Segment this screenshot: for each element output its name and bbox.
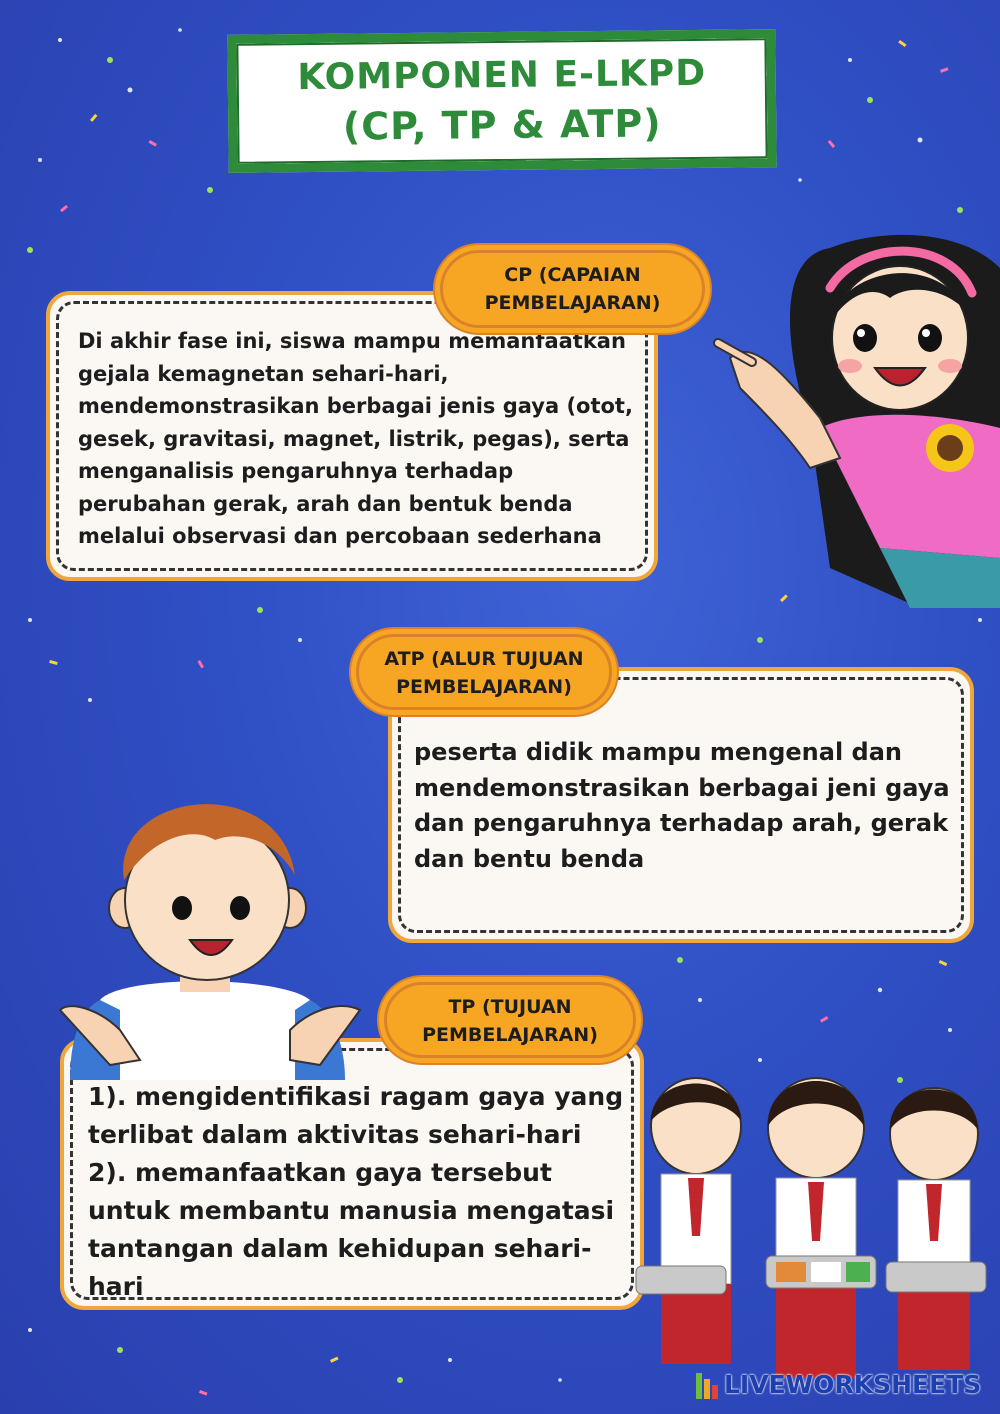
atp-badge xyxy=(356,634,612,710)
cp-badge xyxy=(440,250,705,328)
cp-badge-line1: CP (CAPAIAN xyxy=(504,264,641,286)
atp-badge-line2: PEMBELAJARAN) xyxy=(396,676,572,698)
tp-item-2: 2). memanfaatkan gaya tersebut untuk membantu manusia mengatasi tantangan dalam kehidupan sehari-hari xyxy=(88,1158,615,1301)
cp-text: Di akhir fase ini, siswa mampu memanfaatkan gejala kemagnetan sehari-hari, mendemonstrasikan berbagai jenis gaya (otot, gesek, gravitasi, magnet, listrik, pegas), serta menganalisis pengaruhnya terhadap perubahan gerak, arah dan bentuk benda melalui observasi dan percobaan sederhana xyxy=(78,329,633,548)
tp-badge-label xyxy=(387,993,633,1049)
tp-item-1: 1). mengidentifikasi ragam gaya yang terlibat dalam aktivitas sehari-hari xyxy=(88,1082,624,1149)
watermark-text: LIVEWORKSHEETS xyxy=(724,1370,982,1399)
girl-pointing-illustration xyxy=(710,228,1000,608)
cp-card xyxy=(46,291,658,581)
tp-badge-line1: TP (TUJUAN xyxy=(448,996,572,1018)
students-with-food-trays-illustration xyxy=(626,1066,1000,1414)
cp-badge-line2: PEMBELAJARAN) xyxy=(484,292,661,314)
tp-text xyxy=(88,1078,626,1306)
page-title-line2: (CP, TP & ATP) xyxy=(342,101,662,149)
atp-text: peserta didik mampu mengenal dan mendemonstrasikan berbagai jeni gaya dan pengaruhnya terhadap arah, gerak dan bentu benda xyxy=(414,738,950,873)
atp-badge-label xyxy=(359,645,609,701)
atp-badge-line1: ATP (ALUR TUJUAN xyxy=(384,648,584,670)
cp-badge-label xyxy=(443,261,702,317)
title-banner xyxy=(227,29,776,173)
tp-badge-line2: PEMBELAJARAN) xyxy=(422,1024,598,1046)
boy-pointing-illustration xyxy=(40,760,400,1080)
liveworksheets-logo-icon xyxy=(696,1373,718,1399)
liveworksheets-watermark xyxy=(696,1370,996,1408)
tp-card xyxy=(60,1038,644,1310)
tp-badge xyxy=(384,982,636,1058)
page-title-line1: KOMPONEN E-LKPD xyxy=(297,52,707,99)
